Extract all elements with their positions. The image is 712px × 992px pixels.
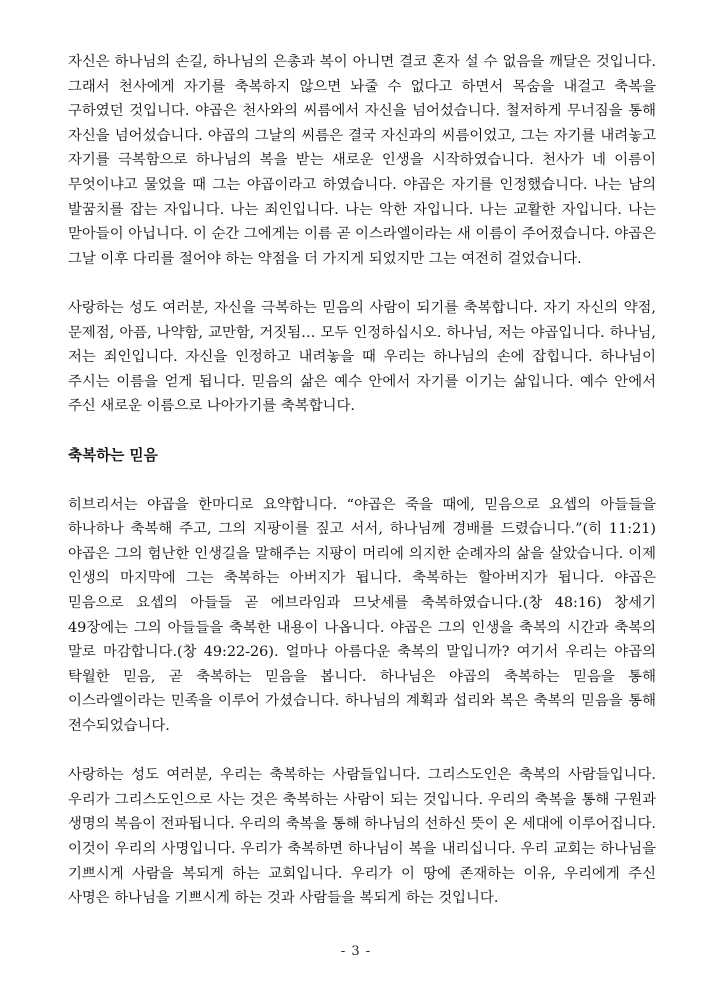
body-paragraph: 사랑하는 성도 여러분, 자신을 극복하는 믿음의 사람이 되기를 축복합니다. 자기 자신의 약점, 문제점, 아픔, 나약함, 교만함, 거짓됨… 모두 인정하십시오. 하나님, 저는 야곱입니다. 하나님, 저는 죄인입니다. 자신을 인정하고 내려놓을 때 우리는 하나님의 손에 잡힙니다. 하나님이 주시는 이름을 얻게 됩니다. 믿음의 삶은 예수 안에서 자기를 이기는 삶입니다. 예수 안에서 주신 새로운 이름으로 나아가기를 축복합니다. <box>68 299 656 415</box>
body-paragraph: 자신은 하나님의 손길, 하나님의 은총과 복이 아니면 결코 혼자 설 수 없음을 깨달은 것입니다. 그래서 천사에게 자기를 축복하지 않으면 놔줄 수 없다고 하면서 목숨을 내걸고 축복을 구하였던 것입니다. 야곱은 천사와의 씨름에서 자신을 넘어섰습니다. 철저하게 무너짐을 통해 자신을 넘어섰습니다. 야곱의 그날의 씨름은 결국 자신과의 씨름이었고, 그는 자기를 내려놓고 자기를 극복함으로 하나님의 복을 받는 새로운 인생을 시작하였습니다. 천사가 네 이름이 무엇이냐고 물었을 때 그는 야곱이라고 하였습니다. 야곱은 자기를 인정했습니다. 나는 남의 발꿈치를 잡는 자입니다. 나는 죄인입니다. 나는 악한 자입니다. 나는 교활한 자입니다. 나는 맏아들이 아닙니다. 이 순간 그에게는 이름 곧 이스라엘이라는 새 이름이 주어졌습니다. 야곱은 그날 이후 다리를 절어야 하는 약점을 더 가지게 되었지만 그는 여전히 걸었습니다. <box>68 54 656 267</box>
paragraph-gap <box>68 468 656 493</box>
document-body <box>68 50 656 911</box>
body-paragraph: 히브리서는 야곱을 한마디로 요약합니다. “야곱은 죽을 때에, 믿음으로 요셉의 아들들을 하나하나 축복해 주고, 그의 지팡이를 짚고 서서, 하나님께 경배를 드렸습니다.”(히 11:21) 야곱은 그의 험난한 인생길을 말해주는 지팡이 머리에 의지한 순례자의 삶을 살았습니다. 이제 인생의 마지막에 그는 축복하는 아버지가 됩니다. 축복하는 할아버지가 됩니다. 야곱은 믿음으로 요셉의 아들들 곧 에브라임과 므낫세를 축복하였습니다.(창 48:16) 창세기 49장에는 그의 아들들을 축복한 내용이 나옵니다. 야곱은 그의 인생을 축복의 시간과 축복의 말로 마감합니다.(창 49:22-26). 얼마나 아름다운 축복의 말입니까? 여기서 우리는 야곱의 탁월한 믿음, 곧 축복하는 믿음을 봅니다. 하나님은 야곱의 축복하는 믿음을 통해 이스라엘이라는 민족을 이루어 가셨습니다. 하나님의 계획과 섭리와 복은 축복의 믿음을 통해 전수되었습니다. <box>68 496 656 735</box>
body-paragraph: 사랑하는 성도 여러분, 우리는 축복하는 사람들입니다. 그리스도인은 축복의 사람들입니다. 우리가 그리스도인으로 사는 것은 축복하는 사람이 되는 것입니다. 우리의 축복을 통해 구원과 생명의 복음이 전파됩니다. 우리의 축복을 통해 하나님의 선하신 뜻이 온 세대에 이루어집니다. 이것이 우리의 사명입니다. 우리가 축복하면 하나님이 복을 내리십니다. 우리 교회는 하나님을 기쁘시게 사람을 복되게 하는 교회입니다. 우리가 이 땅에 존재하는 이유, 우리에게 주신 사명은 하나님을 기쁘시게 하는 것과 사람들을 복되게 하는 것입니다. <box>68 767 656 907</box>
paragraph-gap <box>68 739 656 764</box>
paragraph-gap <box>68 271 656 296</box>
section-heading: 축복하는 믿음 <box>68 446 158 464</box>
paragraph-gap <box>68 419 656 444</box>
page-number: - 3 - <box>340 944 372 959</box>
